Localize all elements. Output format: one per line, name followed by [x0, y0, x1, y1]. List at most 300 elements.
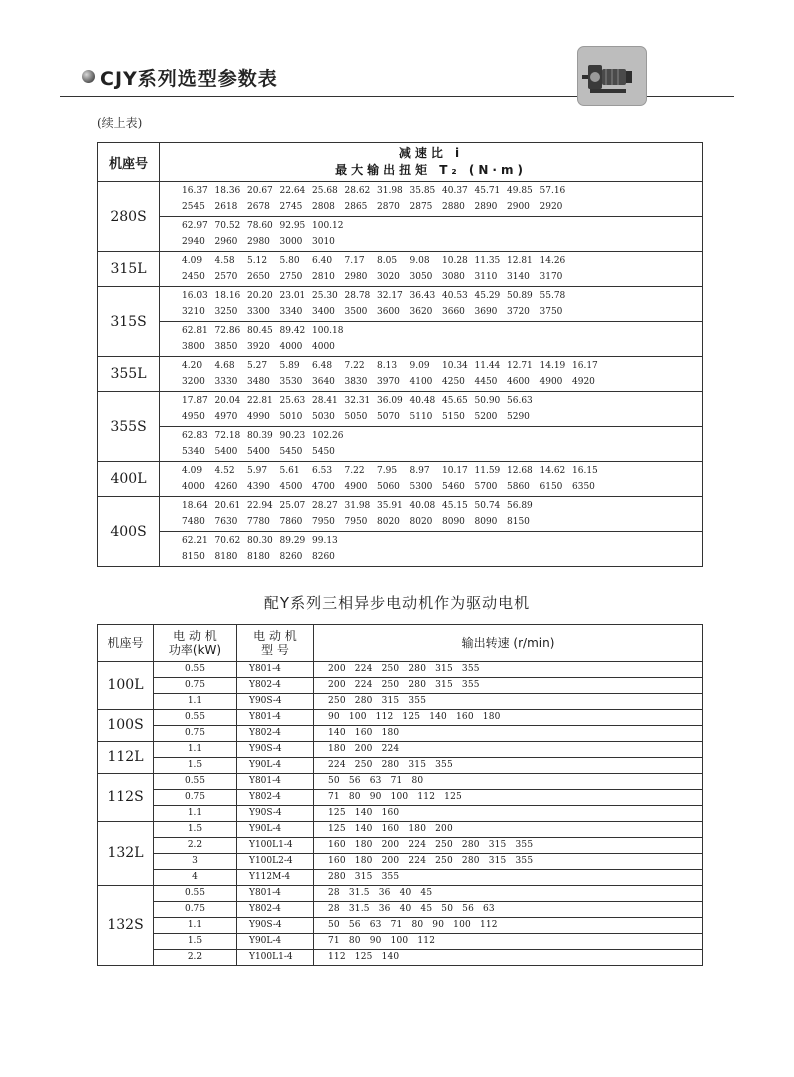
- ratio-line-value: 78.60: [247, 221, 273, 231]
- torque-line-value: 8090: [474, 517, 498, 527]
- ratio-block-row: [98, 322, 703, 357]
- power-cell: 1.5: [154, 822, 237, 838]
- speed-cell: [314, 806, 703, 822]
- ratio-line-value: 22.64: [279, 186, 306, 196]
- torque-line-value: 3300: [247, 307, 270, 317]
- torque-line-value: 5060: [377, 482, 400, 492]
- torque-line-value: 5860: [507, 482, 530, 492]
- ratio-block-row: [98, 287, 703, 322]
- speed-value: 90: [369, 792, 382, 802]
- ratio-torque-block: [160, 217, 703, 252]
- torque-line-value: 3140: [507, 272, 530, 282]
- speed-cell: [314, 870, 703, 886]
- ratio-line-value: 18.16: [214, 291, 241, 301]
- seat-header: 机座号: [98, 625, 154, 662]
- speed-cell: [314, 710, 703, 726]
- torque-line-value: 8260: [312, 552, 335, 562]
- frame-size-cell: 280S: [98, 182, 160, 252]
- ratio-line: [182, 288, 702, 304]
- gear-motor-icon: [577, 46, 647, 106]
- ratio-torque-block: [160, 392, 703, 427]
- ratio-line-value: 40.08: [409, 501, 436, 511]
- torque-line-value: 4700: [312, 482, 335, 492]
- speed-value: 80: [348, 936, 361, 946]
- torque-line: [182, 304, 702, 320]
- torque-line-value: 4450: [474, 377, 498, 387]
- speed-value: 140: [354, 824, 373, 834]
- model-cell: Y90L-4: [237, 934, 314, 950]
- speed-cell: [314, 694, 703, 710]
- ratio-line-value: 55.78: [539, 291, 566, 301]
- speed-value: 280: [408, 664, 427, 674]
- power-cell: 0.75: [154, 726, 237, 742]
- torque-line-value: 4950: [182, 412, 205, 422]
- speed-value: 355: [435, 760, 453, 770]
- ratio-line-value: 5.12: [247, 256, 268, 266]
- ratio-line-value: 31.98: [377, 186, 403, 196]
- torque-line-value: 5450: [279, 447, 303, 457]
- torque-line-value: 3250: [214, 307, 238, 317]
- torque-line-value: 7950: [344, 517, 368, 527]
- speed-value: 200: [328, 680, 346, 690]
- ratio-line-value: 49.85: [507, 186, 533, 196]
- ratio-line-value: 11.44: [474, 361, 501, 371]
- ratio-line-value: 80.39: [247, 431, 273, 441]
- torque-line: [182, 374, 702, 390]
- ratio-line-value: 11.35: [474, 256, 501, 266]
- ratio-line: [182, 533, 702, 549]
- torque-line: [182, 409, 702, 425]
- ratio-line-value: 12.71: [507, 361, 533, 371]
- ratio-line-value: 102.26: [312, 431, 344, 441]
- ratio-line-value: 16.03: [182, 291, 208, 301]
- speed-value: 140: [354, 808, 373, 818]
- table-row: [98, 886, 703, 902]
- ratio-torque-block: [160, 252, 703, 287]
- speed-cell: [314, 678, 703, 694]
- speed-value: 315: [435, 664, 453, 674]
- table-row: [98, 678, 703, 694]
- speed-value: 50: [328, 776, 340, 786]
- torque-line-value: 5700: [474, 482, 498, 492]
- speed-value: 315: [354, 872, 373, 882]
- ratio-line-value: 18.64: [182, 501, 208, 511]
- ratio-line-value: 50.89: [507, 291, 533, 301]
- speed-cell: [314, 822, 703, 838]
- speed-value: 125: [328, 824, 346, 834]
- ratio-line-value: 100.12: [312, 221, 344, 231]
- torque-line-value: 5150: [442, 412, 465, 422]
- ratio-torque-block: [160, 287, 703, 322]
- ratio-line-value: 10.28: [442, 256, 468, 266]
- torque-line-value: 8180: [247, 552, 270, 562]
- speed-value: 200: [354, 744, 373, 754]
- speed-value: 28: [328, 904, 340, 914]
- speed-cell: [314, 662, 703, 678]
- torque-line-value: 3400: [312, 307, 335, 317]
- torque-line-value: 2570: [214, 272, 238, 282]
- power-cell: 3: [154, 854, 237, 870]
- speed-value: 280: [461, 840, 480, 850]
- table-row: [98, 902, 703, 918]
- torque-line-value: 3920: [247, 342, 270, 352]
- model-cell: Y90S-4: [237, 694, 314, 710]
- torque-line-value: 3010: [312, 237, 335, 247]
- speed-value: 250: [381, 680, 400, 690]
- torque-line-value: 8180: [214, 552, 238, 562]
- torque-line-value: 3170: [539, 272, 563, 282]
- model-cell: Y100L1-4: [237, 950, 314, 966]
- torque-line-value: 2545: [182, 202, 205, 212]
- ratio-line-value: 72.86: [214, 326, 241, 336]
- ratio-line-value: 4.09: [182, 256, 203, 266]
- speed-value: 40: [399, 904, 412, 914]
- ratio-block-row: [98, 182, 703, 217]
- torque-line-value: 2650: [247, 272, 270, 282]
- ratio-block-row: [98, 532, 703, 567]
- ratio-line-value: 40.53: [442, 291, 468, 301]
- speed-cell: [314, 934, 703, 950]
- speed-value: 63: [369, 776, 382, 786]
- ratio-line: [182, 323, 702, 339]
- model-cell: Y801-4: [237, 886, 314, 902]
- speed-value: 112: [328, 952, 346, 962]
- speed-value: 224: [354, 680, 373, 690]
- speed-cell: [314, 758, 703, 774]
- torque-line-value: 4900: [344, 482, 368, 492]
- page-header: [0, 0, 794, 110]
- ratio-line-value: 11.59: [474, 466, 501, 476]
- model-cell: Y90S-4: [237, 918, 314, 934]
- speed-value: 280: [461, 856, 480, 866]
- ratio-line-value: 50.90: [474, 396, 501, 406]
- speed-value: 250: [435, 856, 453, 866]
- frame-size-cell: 112L: [98, 742, 154, 774]
- power-cell: 1.1: [154, 806, 237, 822]
- ratio-torque-header: [160, 143, 703, 182]
- torque-line-value: 5200: [474, 412, 498, 422]
- power-cell: 0.75: [154, 790, 237, 806]
- ratio-line-value: 4.20: [182, 361, 203, 371]
- torque-line-value: 3020: [377, 272, 400, 282]
- ratio-line-value: 10.17: [442, 466, 468, 476]
- speed-value: 355: [461, 664, 480, 674]
- speed-value: 36: [378, 904, 391, 914]
- speed-cell: [314, 854, 703, 870]
- model-cell: Y802-4: [237, 726, 314, 742]
- speed-value: 200: [381, 840, 400, 850]
- frame-size-cell: 355L: [98, 357, 160, 392]
- torque-line-value: 2880: [442, 202, 465, 212]
- ratio-line-value: 40.48: [409, 396, 436, 406]
- model-cell: Y801-4: [237, 774, 314, 790]
- table-row: [98, 694, 703, 710]
- speed-value: 355: [461, 680, 480, 690]
- ratio-line-value: 12.81: [507, 256, 533, 266]
- ratio-line-value: 20.04: [214, 396, 241, 406]
- torque-line-value: 3600: [377, 307, 400, 317]
- torque-line-value: 2750: [279, 272, 303, 282]
- torque-line-value: 4600: [507, 377, 530, 387]
- torque-line-value: 2745: [279, 202, 303, 212]
- torque-line-value: 2980: [344, 272, 368, 282]
- torque-header: 最大输出扭矩 T₂ (N·m): [335, 163, 527, 177]
- ratio-line-value: 25.63: [279, 396, 306, 406]
- torque-line-value: 2900: [507, 202, 530, 212]
- ratio-line: [182, 393, 702, 409]
- frame-size-cell: 112S: [98, 774, 154, 822]
- model-cell: Y112M-4: [237, 870, 314, 886]
- ratio-line: [182, 218, 702, 234]
- speed-value: 71: [328, 792, 340, 802]
- table-row: [98, 806, 703, 822]
- speed-value: 180: [328, 744, 346, 754]
- torque-line-value: 8150: [182, 552, 205, 562]
- ratio-line-value: 45.65: [442, 396, 468, 406]
- table-row: [98, 838, 703, 854]
- speed-value: 140: [381, 952, 400, 962]
- table-row: [98, 710, 703, 726]
- torque-line-value: 4000: [182, 482, 205, 492]
- speed-value: 180: [408, 824, 427, 834]
- speed-value: 250: [381, 664, 400, 674]
- speed-value: 250: [354, 760, 373, 770]
- ratio-line-value: 70.52: [214, 221, 241, 231]
- speed-value: 71: [328, 936, 340, 946]
- torque-line-value: 4900: [539, 377, 563, 387]
- speed-value: 80: [411, 920, 424, 930]
- speed-value: 180: [354, 856, 373, 866]
- speed-value: 315: [408, 760, 427, 770]
- torque-line-value: 2920: [539, 202, 563, 212]
- speed-value: 100: [453, 920, 471, 930]
- torque-line-value: 4920: [572, 377, 595, 387]
- ratio-line-value: 5.27: [247, 361, 268, 371]
- speed-cell: [314, 742, 703, 758]
- torque-line-value: 3850: [214, 342, 238, 352]
- table-row: [98, 662, 703, 678]
- power-cell: 2.2: [154, 950, 237, 966]
- torque-line-value: 3110: [474, 272, 498, 282]
- ratio-block-row: [98, 252, 703, 287]
- ratio-line-value: 80.45: [247, 326, 273, 336]
- ratio-line: [182, 428, 702, 444]
- ratio-line-value: 35.85: [409, 186, 436, 196]
- ratio-line-value: 25.30: [312, 291, 338, 301]
- torque-line-value: 7860: [279, 517, 303, 527]
- model-cell: Y801-4: [237, 710, 314, 726]
- ratio-line-value: 20.20: [247, 291, 273, 301]
- torque-line-value: 4100: [409, 377, 433, 387]
- speed-value: 200: [328, 664, 346, 674]
- speed-value: 140: [328, 728, 346, 738]
- power-cell: 4: [154, 870, 237, 886]
- speed-value: 45: [420, 904, 433, 914]
- ratio-torque-block: [160, 357, 703, 392]
- ratio-line-value: 62.83: [182, 431, 208, 441]
- ratio-line-value: 4.68: [214, 361, 235, 371]
- ratio-line-value: 8.05: [377, 256, 398, 266]
- speed-value: 112: [417, 792, 436, 802]
- speed-value: 140: [429, 712, 447, 722]
- speed-value: 36: [378, 888, 391, 898]
- table-row: [98, 758, 703, 774]
- ratio-line-value: 9.09: [409, 361, 430, 371]
- torque-line-value: 2870: [377, 202, 400, 212]
- ratio-line-value: 40.37: [442, 186, 468, 196]
- speed-value: 56: [348, 920, 361, 930]
- power-cell: 1.5: [154, 934, 237, 950]
- ratio-torque-table: [97, 142, 703, 567]
- ratio-torque-block: [160, 532, 703, 567]
- ratio-torque-block: [160, 322, 703, 357]
- torque-line: [182, 479, 702, 495]
- speed-value: 125: [328, 808, 346, 818]
- torque-line-value: 5460: [442, 482, 465, 492]
- ratio-line-value: 45.71: [474, 186, 501, 196]
- torque-line-value: 4000: [279, 342, 303, 352]
- torque-line-value: 7630: [214, 517, 238, 527]
- torque-line-value: 3530: [279, 377, 303, 387]
- torque-line-value: 2940: [182, 237, 205, 247]
- table-row: [98, 822, 703, 838]
- frame-size-cell: 132S: [98, 886, 154, 966]
- ratio-line-value: 8.13: [377, 361, 398, 371]
- motor-speed-table: [97, 624, 703, 966]
- speed-value: 180: [482, 712, 501, 722]
- speed-value: 160: [354, 728, 373, 738]
- motor-section-title: 配Y系列三相异步电动机作为驱动电机: [263, 594, 531, 612]
- torque-line-value: 5340: [182, 447, 205, 457]
- ratio-line-value: 56.63: [507, 396, 533, 406]
- ratio-line-value: 25.68: [312, 186, 338, 196]
- torque-line-value: 7780: [247, 517, 270, 527]
- speed-value: 40: [399, 888, 412, 898]
- speed-value: 355: [515, 840, 534, 850]
- torque-line-value: 7950: [312, 517, 335, 527]
- ratio-line-value: 70.62: [214, 536, 241, 546]
- torque-line-value: 5010: [279, 412, 303, 422]
- ratio-line-value: 17.87: [182, 396, 208, 406]
- torque-line-value: 8260: [279, 552, 303, 562]
- torque-line-value: 3720: [507, 307, 530, 317]
- model-cell: Y100L1-4: [237, 838, 314, 854]
- speed-value: 50: [328, 920, 340, 930]
- ratio-line: [182, 463, 702, 479]
- speed-value: 315: [435, 680, 453, 690]
- table-row: [98, 870, 703, 886]
- speed-value: 224: [381, 744, 400, 754]
- ratio-line: [182, 253, 702, 269]
- torque-line-value: 3080: [442, 272, 465, 282]
- torque-line: [182, 549, 702, 565]
- ratio-line-value: 62.21: [182, 536, 208, 546]
- torque-line-value: 5030: [312, 412, 335, 422]
- ratio-line-value: 32.31: [344, 396, 371, 406]
- speed-cell: [314, 902, 703, 918]
- frame-size-cell: 100L: [98, 662, 154, 710]
- torque-line-value: 3340: [279, 307, 303, 317]
- torque-line-value: 3690: [474, 307, 498, 317]
- torque-line-value: 2875: [409, 202, 433, 212]
- model-header-text: 电 动 机 型 号: [253, 629, 297, 657]
- torque-line-value: 2890: [474, 202, 498, 212]
- speed-value: 80: [348, 792, 361, 802]
- ratio-line-value: 72.18: [214, 431, 241, 441]
- speed-value: 160: [328, 840, 346, 850]
- torque-line-value: 8020: [377, 517, 400, 527]
- torque-line-value: 6350: [572, 482, 595, 492]
- ratio-line-value: 28.78: [344, 291, 371, 301]
- torque-line-value: 3970: [377, 377, 400, 387]
- torque-line-value: 3000: [279, 237, 303, 247]
- speed-value: 200: [381, 856, 400, 866]
- ratio-line-value: 92.95: [279, 221, 306, 231]
- power-cell: 1.1: [154, 742, 237, 758]
- model-cell: Y802-4: [237, 790, 314, 806]
- ratio-line-value: 28.41: [312, 396, 338, 406]
- ratio-block-row: [98, 357, 703, 392]
- torque-line-value: 4970: [214, 412, 238, 422]
- speed-value: 100: [390, 936, 409, 946]
- ratio-block-row: [98, 497, 703, 532]
- ratio-line: [182, 183, 702, 199]
- ratio-line-value: 14.62: [539, 466, 566, 476]
- ratio-torque-block: [160, 427, 703, 462]
- power-cell: 0.55: [154, 774, 237, 790]
- table-row: [98, 726, 703, 742]
- speed-value: 71: [390, 776, 403, 786]
- power-cell: 1.1: [154, 694, 237, 710]
- power-cell: 1.1: [154, 918, 237, 934]
- model-cell: Y90S-4: [237, 742, 314, 758]
- torque-line: [182, 339, 702, 355]
- torque-line-value: 3210: [182, 307, 205, 317]
- table-row: [98, 742, 703, 758]
- speed-value: 90: [432, 920, 445, 930]
- ratio-line-value: 45.29: [474, 291, 501, 301]
- ratio-line-value: 45.15: [442, 501, 468, 511]
- speed-value: 28: [328, 888, 340, 898]
- torque-line-value: 2865: [344, 202, 368, 212]
- ratio-line-value: 7.17: [344, 256, 365, 266]
- ratio-line: [182, 358, 702, 374]
- ratio-line: [182, 498, 702, 514]
- torque-line-value: 5290: [507, 412, 530, 422]
- speed-value: 280: [381, 760, 400, 770]
- speed-value: 180: [354, 840, 373, 850]
- table-row: [98, 918, 703, 934]
- torque-line-value: 3830: [344, 377, 368, 387]
- ratio-line-value: 31.98: [344, 501, 371, 511]
- speed-value: 160: [381, 824, 400, 834]
- torque-line-value: 3660: [442, 307, 465, 317]
- power-cell: 0.75: [154, 902, 237, 918]
- ratio-line-value: 32.17: [377, 291, 403, 301]
- speed-value: 125: [402, 712, 421, 722]
- frame-size-cell: 132L: [98, 822, 154, 886]
- torque-line-value: 5450: [312, 447, 335, 457]
- ratio-line-value: 4.09: [182, 466, 203, 476]
- speed-value: 160: [328, 856, 346, 866]
- frame-size-cell: 400S: [98, 497, 160, 567]
- speed-value: 50: [441, 904, 454, 914]
- speed-value: 125: [444, 792, 462, 802]
- ratio-line-value: 28.62: [344, 186, 371, 196]
- torque-line: [182, 234, 702, 250]
- ratio-line-value: 57.16: [539, 186, 566, 196]
- seat-header: 机座号: [98, 143, 160, 182]
